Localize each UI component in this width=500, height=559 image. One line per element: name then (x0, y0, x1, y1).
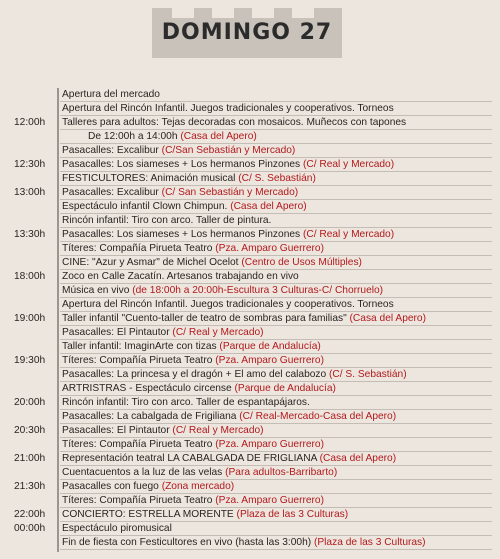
schedule-row (0, 480, 500, 493)
row-activity-text: Títeres: Compañía Pirueta Teatro (62, 495, 216, 506)
schedule-row (0, 186, 500, 199)
row-activity-text: Rincón infantil: Tiro con arco. Taller de espantapájaros. (62, 397, 310, 408)
schedule-row (0, 130, 500, 143)
row-location: (Pza. Amparo Guerrero) (215, 355, 324, 366)
row-activity-text: Pasacalles: La princesa y el dragón + El amo del calabozo (62, 369, 330, 380)
schedule-row (0, 88, 500, 101)
row-activity (62, 214, 271, 227)
row-activity-text: Apertura del mercado (62, 89, 160, 100)
row-location: (C/ Real y Mercado) (302, 159, 395, 170)
schedule-row (0, 368, 500, 381)
row-time: 13:30h (14, 229, 46, 240)
day-title: DOMINGO 27 (161, 20, 333, 45)
row-activity-text: Pasacalles: Los siameses + Los hermanos Pinzones (62, 229, 303, 240)
row-activity (62, 410, 396, 423)
row-location: (Casa del Apero) (319, 453, 397, 464)
row-activity-text: Cuentacuentos a la luz de las velas (62, 467, 226, 478)
schedule-row (0, 172, 500, 185)
row-activity (62, 116, 406, 129)
schedule-row (0, 144, 500, 157)
schedule-row (0, 438, 500, 451)
row-activity (62, 536, 426, 549)
row-location: (de 18:00h a 20:00h-Escultura 3 Culturas-C/ Chorruelo) (132, 285, 384, 296)
row-activity-text: Pasacalles: El Pintautor (62, 425, 173, 436)
row-activity-text: Títeres: Compañía Pirueta Teatro (62, 355, 216, 366)
row-location: (C/ San Sebastián y Mercado) (161, 187, 299, 198)
row-location: (Plaza de las 3 Culturas) (313, 537, 426, 548)
row-location: (Zona mercado) (161, 481, 235, 492)
row-activity (62, 438, 324, 451)
schedule-row (0, 326, 500, 339)
schedule-row (0, 200, 500, 213)
row-time: 22:00h (14, 509, 46, 520)
row-activity (62, 368, 407, 381)
row-activity-text: ARTRISTRAS - Espectáculo circense (62, 383, 235, 394)
row-time: 18:00h (14, 271, 46, 282)
row-location: (Pza. Amparo Guerrero) (215, 495, 324, 506)
schedule-row (0, 214, 500, 227)
row-activity (62, 172, 316, 185)
row-location: (Casa del Apero) (349, 313, 426, 324)
row-time: 19:00h (14, 313, 46, 324)
row-activity-text: Música en vivo (62, 285, 133, 296)
row-activity (62, 88, 160, 101)
schedule-row (0, 284, 500, 297)
row-activity-text: Apertura del Rincón Infantil. Juegos tradicionales y cooperativos. Torneos (62, 299, 394, 310)
row-location: (Pza. Amparo Guerrero) (215, 243, 324, 254)
schedule-row (0, 536, 500, 549)
row-activity (62, 256, 362, 269)
row-activity-text: De 12:00h a 14:00h (88, 131, 181, 142)
row-location: (Pza. Amparo Guerrero) (215, 439, 324, 450)
row-time: 20:00h (14, 397, 46, 408)
row-activity (62, 508, 348, 521)
schedule-row (0, 354, 500, 367)
row-activity-text: CONCIERTO: ESTRELLA MORENTE (62, 509, 237, 520)
row-activity (62, 298, 394, 311)
row-time: 13:00h (14, 187, 46, 198)
schedule-row (0, 116, 500, 129)
row-activity (62, 452, 396, 465)
row-activity-text: Apertura del Rincón Infantil. Juegos tradicionales y cooperativos. Torneos (62, 103, 394, 114)
schedule-row (0, 340, 500, 353)
row-activity-text: Pasacalles: Los siameses + Los hermanos Pinzones (62, 159, 303, 170)
row-activity-text: Taller infantil "Cuento-taller de teatro de sombras para familias" (62, 313, 350, 324)
schedule-row (0, 452, 500, 465)
schedule-row (0, 522, 500, 535)
row-activity (62, 312, 426, 325)
row-activity-text: Espectáculo piromusical (62, 523, 172, 534)
row-activity-text: Pasacalles con fuego (62, 481, 162, 492)
row-activity-text: Títeres: Compañía Pirueta Teatro (62, 439, 216, 450)
row-activity (62, 326, 264, 339)
row-time: 21:00h (14, 453, 46, 464)
row-activity (62, 102, 394, 115)
row-location: (C/ Real-Mercado-Casa del Apero) (239, 411, 397, 422)
row-activity-text: Pasacalles: La cabalgada de Frigiliana (62, 411, 240, 422)
row-activity-text: Pasacalles: Excalibur (62, 145, 162, 156)
row-location: (Casa del Apero) (230, 201, 307, 212)
row-activity (62, 494, 324, 507)
row-activity (62, 340, 321, 353)
row-activity (62, 424, 264, 437)
row-time: 12:00h (14, 117, 46, 128)
schedule-row (0, 424, 500, 437)
row-time: 12:30h (14, 159, 46, 170)
schedule-row (0, 508, 500, 521)
row-activity (62, 522, 172, 535)
row-activity (62, 396, 310, 409)
schedule-row (0, 382, 500, 395)
row-activity (62, 480, 234, 493)
schedule-row (0, 466, 500, 479)
row-location: (C/ S. Sebastián) (238, 173, 316, 184)
row-location: (C/ Real y Mercado) (172, 327, 264, 338)
schedule-row (0, 158, 500, 171)
row-activity-text: Fin de fiesta con Festicultores en vivo (hasta las 3:00h) (62, 537, 314, 548)
row-activity-text: CINE: "Azur y Asmar" de Michel Ocelot (62, 257, 242, 268)
schedule-row (0, 242, 500, 255)
schedule-row (0, 410, 500, 423)
row-activity-text: Títeres: Compañía Pirueta Teatro (62, 243, 216, 254)
row-location: (C/ S. Sebastián) (329, 369, 407, 380)
row-activity-text: Pasacalles: El Pintautor (62, 327, 173, 338)
row-activity (62, 354, 324, 367)
row-activity (62, 158, 394, 171)
row-activity-text: Pasacalles: Excalibur (62, 187, 162, 198)
row-location: (C/ Real y Mercado) (172, 425, 264, 436)
row-activity-text: FESTICULTORES: Animación musical (62, 173, 239, 184)
schedule-row (0, 228, 500, 241)
schedule-row (0, 102, 500, 115)
schedule-row (0, 270, 500, 283)
row-location: (Parque de Andalucía) (234, 383, 336, 394)
schedule-row (0, 312, 500, 325)
row-activity (62, 270, 299, 283)
row-location: (Plaza de las 3 Culturas) (236, 509, 349, 520)
row-location: (C/ Real y Mercado) (302, 229, 395, 240)
row-location: (Para adultos-Barribarto) (225, 467, 338, 478)
row-location: (C/San Sebastián y Mercado) (161, 145, 296, 156)
row-location: (Casa del Apero) (180, 131, 257, 142)
row-activity (88, 130, 257, 143)
schedule-row (0, 298, 500, 311)
schedule-row (0, 256, 500, 269)
row-activity (62, 200, 307, 213)
row-activity (62, 144, 295, 157)
row-activity (62, 186, 298, 199)
row-time: 19:30h (14, 355, 46, 366)
schedule-row (0, 396, 500, 409)
row-activity-text: Talleres para adultos: Tejas decoradas con mosaicos. Muñecos con tapones (62, 117, 407, 128)
row-activity-text: Rincón infantil: Tiro con arco. Taller de pintura. (62, 215, 272, 226)
row-activity (62, 466, 337, 479)
row-time: 20:30h (14, 425, 46, 436)
row-activity (62, 228, 394, 241)
row-activity-text: Zoco en Calle Zacatín. Artesanos trabajando en vivo (62, 271, 299, 282)
row-activity-text: Espectáculo infantil Clown Chimpun. (62, 201, 231, 212)
row-time: 21:30h (14, 481, 46, 492)
row-location: (Parque de Andalucía) (219, 341, 321, 352)
row-location: (Centro de Usos Múltiples) (241, 257, 362, 268)
schedule-row (0, 494, 500, 507)
row-activity (62, 242, 324, 255)
row-activity-text: Taller infantil: ImaginArte con tizas (62, 341, 220, 352)
row-activity-text: Representación teatral LA CABALGADA DE FRIGLIANA (62, 453, 320, 464)
row-activity (62, 382, 336, 395)
row-time: 00:00h (14, 523, 46, 534)
row-activity (62, 284, 383, 297)
